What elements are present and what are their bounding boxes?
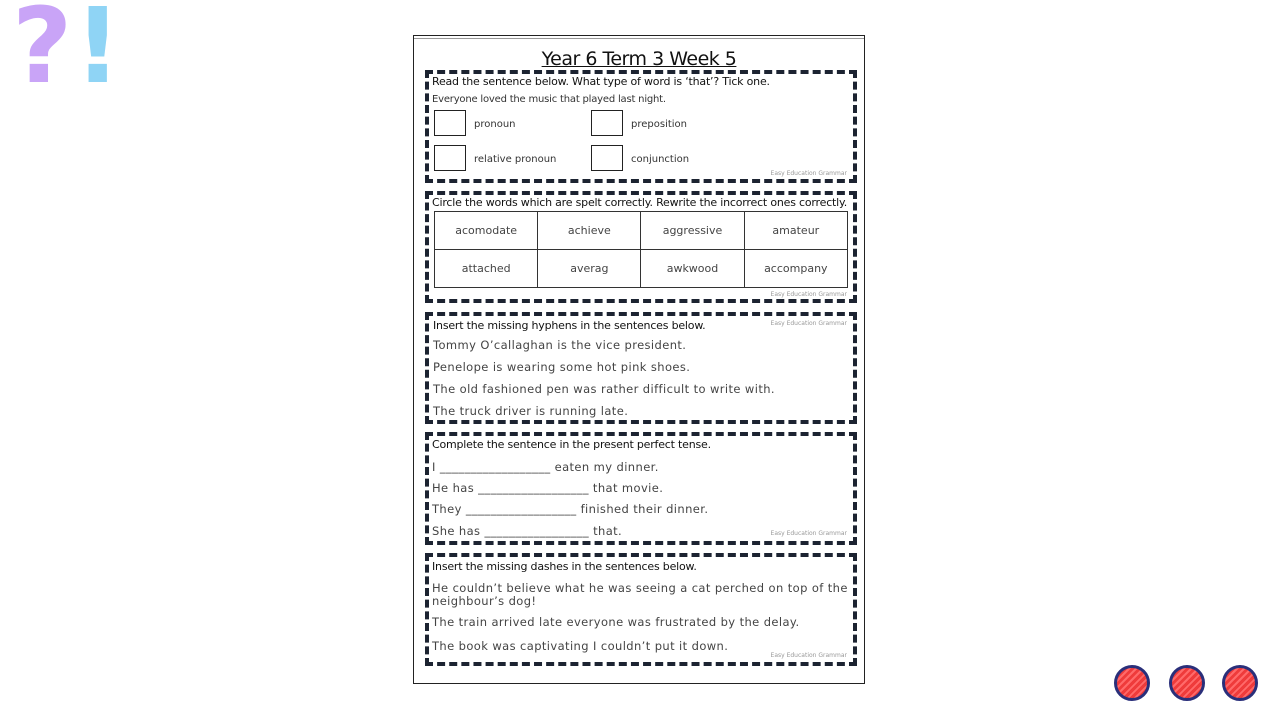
watermark: Easy Education Grammar	[770, 530, 847, 537]
red-dot-icon[interactable]	[1114, 665, 1150, 701]
fill-in-line[interactable]: They __________________ finished their dinner.	[432, 502, 709, 516]
question-box-1	[425, 70, 857, 183]
worksheet	[413, 35, 865, 684]
watermark: Easy Education Grammar	[770, 652, 847, 659]
logo	[12, 0, 122, 107]
option-label: relative pronoun	[474, 154, 557, 165]
spelling-word[interactable]: acomodate	[435, 212, 538, 250]
option-label: conjunction	[631, 154, 690, 165]
tick-box-pronoun[interactable]	[434, 110, 466, 136]
sentence-line: Tommy O’callaghan is the vice president.	[433, 338, 687, 352]
sentence-line: The book was captivating I couldn’t put it down.	[432, 639, 729, 653]
tick-box-relative-pronoun[interactable]	[434, 145, 466, 171]
spelling-word[interactable]: averag	[538, 250, 641, 288]
question-prompt: Complete the sentence in the present perfect tense.	[432, 438, 711, 451]
question-prompt: Circle the words which are spelt correctly. Rewrite the incorrect ones correctly.	[432, 196, 848, 209]
sentence-line: neighbour’s dog!	[432, 594, 537, 608]
fill-in-line[interactable]: She has _________________ that.	[432, 524, 623, 538]
question-box-4	[425, 432, 857, 545]
option-label: pronoun	[474, 119, 516, 130]
tick-box-conjunction[interactable]	[591, 145, 623, 171]
sentence-line: Penelope is wearing some hot pink shoes.	[433, 360, 691, 374]
question-sentence: Everyone loved the music that played last night.	[432, 94, 666, 105]
watermark: Easy Education Grammar	[770, 291, 847, 298]
red-dot-icon[interactable]	[1222, 665, 1258, 701]
option-label: preposition	[631, 119, 688, 130]
worksheet-title: Year 6 Term 3 Week 5	[541, 48, 737, 70]
question-mark-icon: ?	[12, 0, 73, 107]
sentence-line: The truck driver is running late.	[433, 404, 629, 418]
question-box-3	[425, 312, 857, 424]
spelling-table	[434, 211, 848, 288]
spelling-word[interactable]: aggressive	[641, 212, 744, 250]
spelling-word[interactable]: attached	[435, 250, 538, 288]
spelling-word[interactable]: achieve	[538, 212, 641, 250]
watermark: Easy Education Grammar	[770, 170, 847, 177]
sentence-line: He couldn’t believe what he was seeing a cat perched on top of the	[432, 581, 848, 595]
sentence-line: The old fashioned pen was rather difficult to write with.	[433, 382, 775, 396]
red-dot-icon[interactable]	[1169, 665, 1205, 701]
question-prompt: Insert the missing hyphens in the sentences below.	[433, 319, 706, 332]
question-box-2	[425, 191, 857, 303]
question-prompt: Read the sentence below. What type of word is ‘that’? Tick one.	[432, 75, 770, 88]
spelling-word[interactable]: amateur	[744, 212, 847, 250]
question-prompt: Insert the missing dashes in the sentences below.	[432, 560, 697, 573]
sentence-line: The train arrived late everyone was frustrated by the delay.	[432, 615, 800, 629]
question-box-5	[425, 553, 857, 666]
tick-box-preposition[interactable]	[591, 110, 623, 136]
spelling-word[interactable]: awkwood	[641, 250, 744, 288]
spelling-word[interactable]: accompany	[744, 250, 847, 288]
exclamation-mark-icon: !	[74, 0, 122, 107]
fill-in-line[interactable]: I __________________ eaten my dinner.	[432, 460, 659, 474]
watermark: Easy Education Grammar	[770, 320, 847, 327]
fill-in-line[interactable]: He has __________________ that movie.	[432, 481, 664, 495]
